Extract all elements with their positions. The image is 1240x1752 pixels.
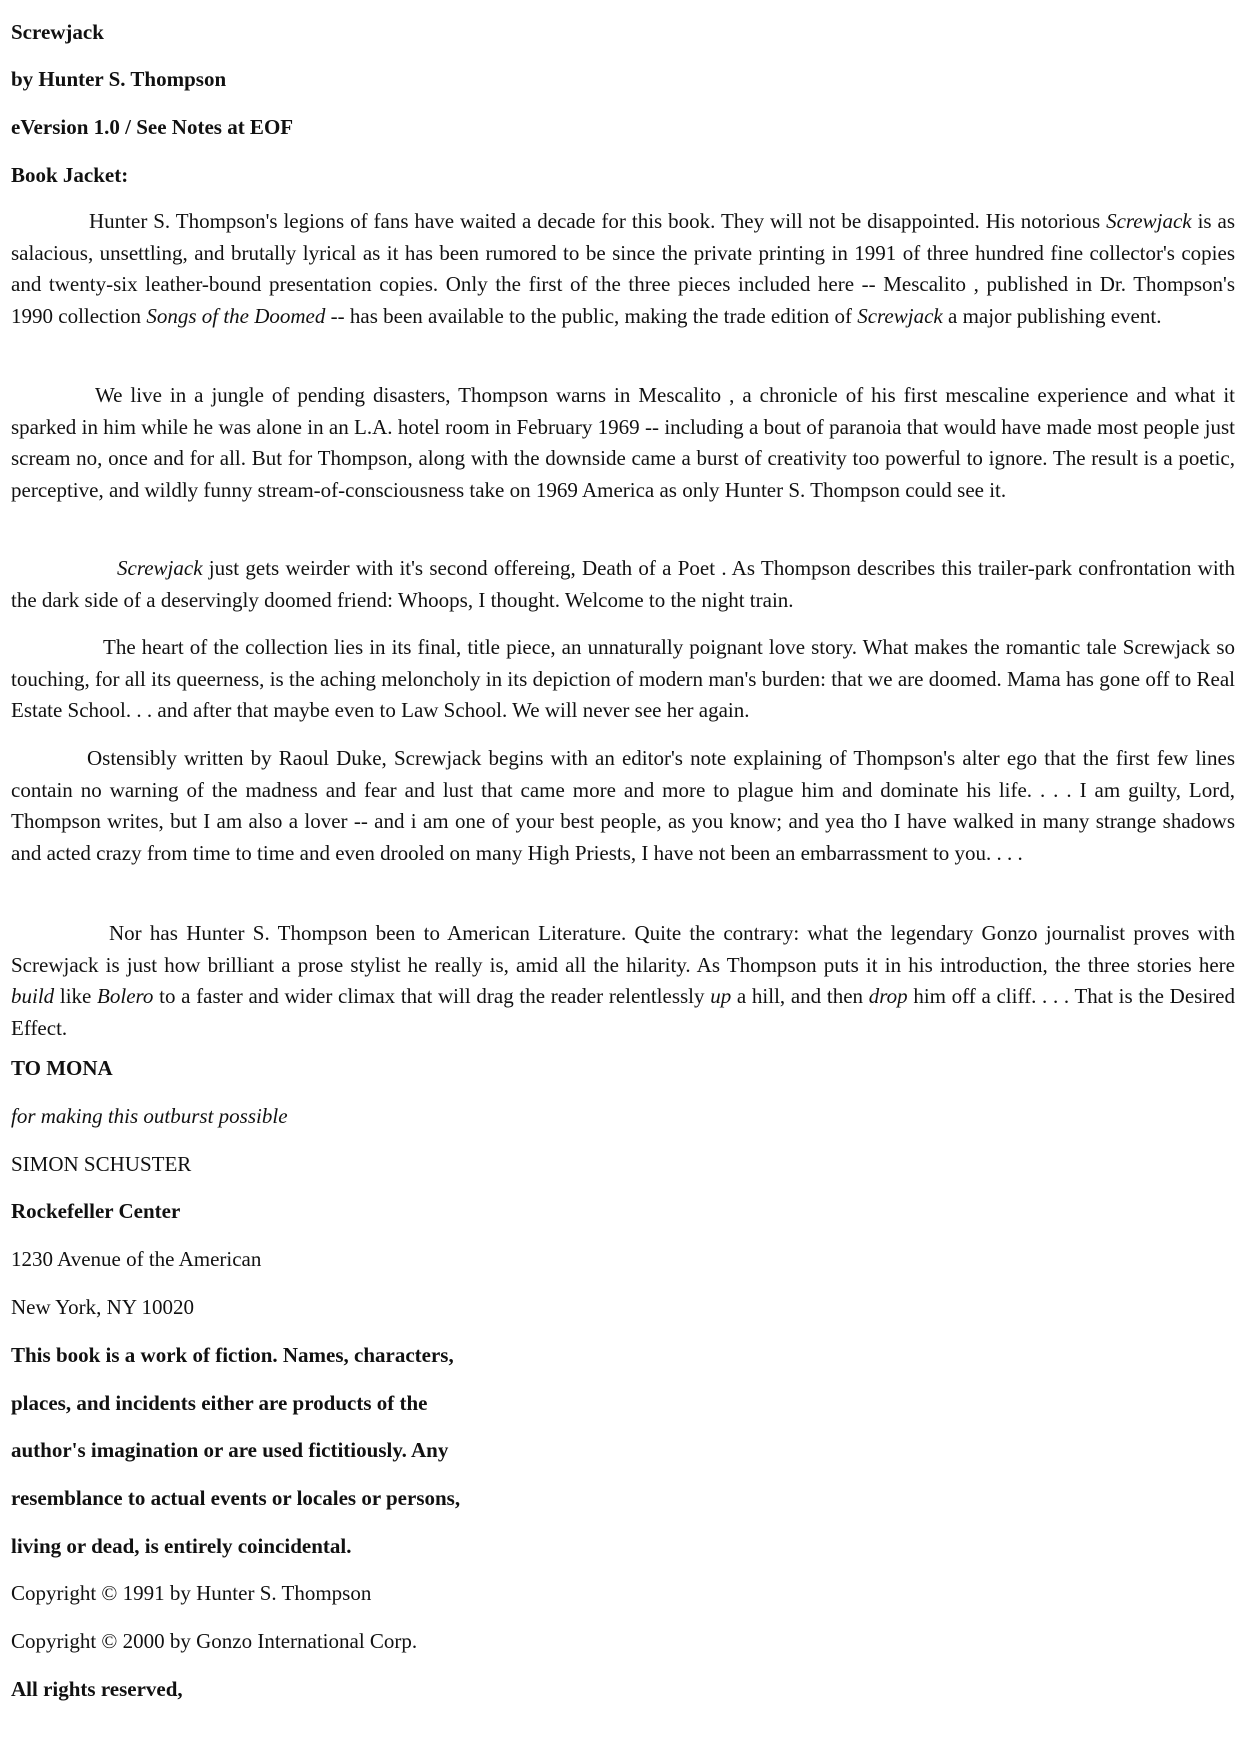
byline: by Hunter S. Thompson: [11, 67, 227, 91]
jacket-paragraph-4: The heart of the collection lies in its final, title piece, an unnaturally poignant love story. What makes the romantic tale Screwjack so touching, for all its queerness, is the aching meloncholy in its depiction of modern man's burden: that we are doomed. Mama has gone off to Real Estate School. . . and after that maybe even to Law School. We will never see her again.: [11, 635, 1235, 723]
copyright-2000: Copyright © 2000 by Gonzo International Corp.: [11, 1629, 418, 1653]
disclaimer-line: places, and incidents either are products of the: [11, 1391, 428, 1415]
version-note: eVersion 1.0 / See Notes at EOF: [11, 115, 294, 139]
jacket-paragraph-1: Hunter S. Thompson's legions of fans have waited a decade for this book. They will not be disappointed. His notorious Screwjack is as salacious, unsettling, and brutally lyrical as it has been rumored to be since the private printing in 1991 of three hundred fine collector's copies and twenty-six leather-bound presentation copies. Only the first of the three pieces included here -- Mescalito , published in Dr. Thompson's 1990 collection Songs of the Doomed -- has been available to the public, making the trade edition of Screwjack a major publishing event.: [11, 209, 1236, 328]
publisher-name: SIMON SCHUSTER: [11, 1152, 192, 1176]
jacket-paragraph-2: We live in a jungle of pending disasters, Thompson warns in Mescalito , a chronicle of his first mescaline experience and what it sparked in him while he was alone in an L.A. hotel room in February 1969 -- including a bout of paranoia that would have made most people just scream no, once and for all. But for Thompson, along with the downside came a burst of creativity too powerful to ignore. The result is a poetic, perceptive, and wildly funny stream-of-consciousness take on 1969 America as only Hunter S. Thompson could see it.: [11, 383, 1235, 502]
publisher-address-1: 1230 Avenue of the American: [11, 1247, 262, 1271]
jacket-paragraph-5: Ostensibly written by Raoul Duke, Screwjack begins with an editor's note explaining of Thompson's alter ego that the first few lines contain no warning of the madness and fear and lust that came more and more to plague him and dominate his life. . . . I am guilty, Lord, Thompson writes, but I am also a lover -- and i am one of your best people, as you know; and yea tho I have walked in many strange shadows and acted crazy from time to time and even drooled on many High Priests, I have not been an embarrassment to you. . . .: [11, 746, 1235, 865]
jacket-heading: Book Jacket:: [11, 163, 129, 187]
publisher-address-2: New York, NY 10020: [11, 1295, 194, 1319]
all-rights-reserved: All rights reserved,: [11, 1677, 183, 1701]
disclaimer-line: living or dead, is entirely coincidental.: [11, 1534, 352, 1558]
dedication-heading: TO MONA: [11, 1056, 113, 1080]
copyright-1991: Copyright © 1991 by Hunter S. Thompson: [11, 1581, 372, 1605]
publisher-building: Rockefeller Center: [11, 1199, 181, 1223]
jacket-paragraph-6: Nor has Hunter S. Thompson been to American Literature. Quite the contrary: what the legendary Gonzo journalist proves with Screwjack is just how brilliant a prose stylist he really is, amid all the hilarity. As Thompson puts it in his introduction, the three stories here build like Bolero to a faster and wider climax that will drag the reader relentlessly up a hill, and then drop him off a cliff. . . . That is the Desired Effect.: [11, 921, 1235, 1040]
disclaimer-line: This book is a work of fiction. Names, characters,: [11, 1343, 454, 1367]
jacket-paragraph-3: Screwjack just gets weirder with it's second offereing, Death of a Poet . As Thompson describes this trailer-park confrontation with the dark side of a deservingly doomed friend: Whoops, I thought. Welcome to the night train.: [11, 556, 1235, 612]
dedication-text: for making this outburst possible: [11, 1104, 288, 1128]
book-title: Screwjack: [11, 20, 104, 44]
disclaimer-line: resemblance to actual events or locales or persons,: [11, 1486, 461, 1510]
disclaimer-line: author's imagination or are used fictitiously. Any: [11, 1438, 449, 1462]
